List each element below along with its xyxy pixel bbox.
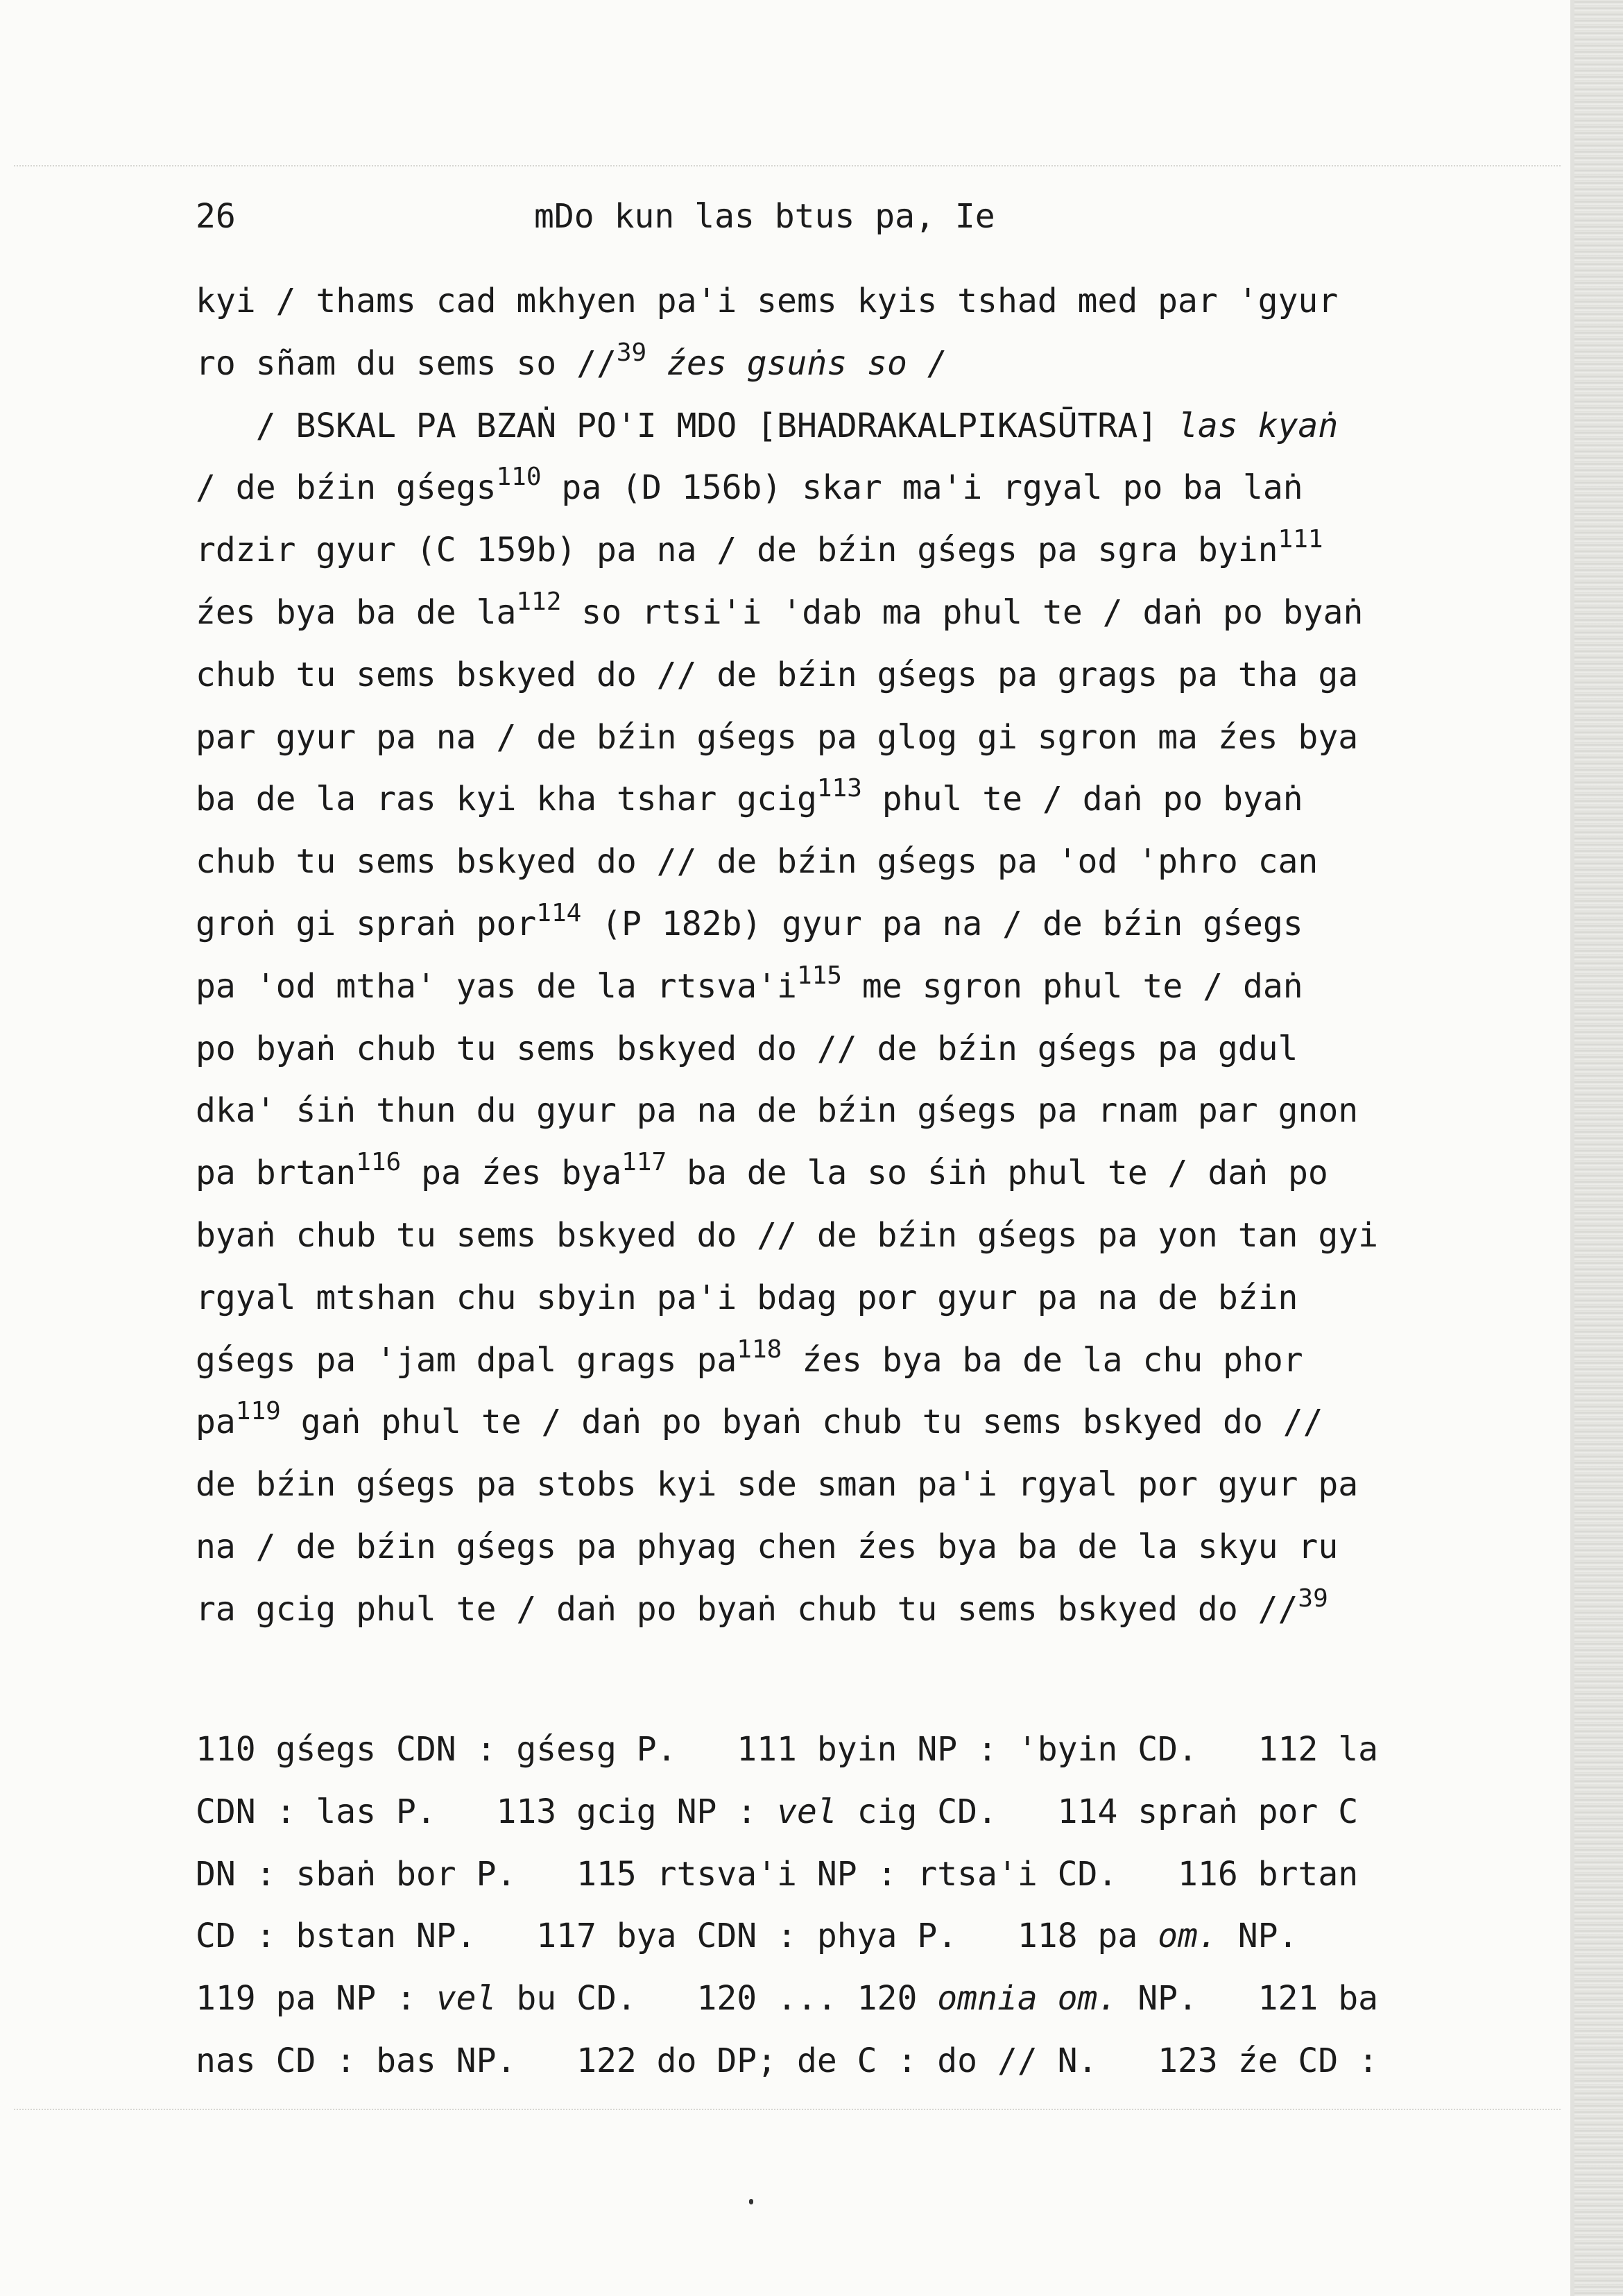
- scanned-page-edge: [1574, 0, 1623, 2296]
- text-line: ro sñam du sems so //$^{39}$ źes gsuṅs so /: [196, 338, 947, 383]
- ink-speck: [749, 2199, 753, 2204]
- text-line: ra gcig phul te / daṅ po byaṅ chub tu sems bskyed do //$^{39}$: [196, 1584, 1328, 1629]
- text-line: po byaṅ chub tu sems bskyed do // de bźin gśegs pa gdul: [196, 1029, 1298, 1068]
- text-line: chub tu sems bskyed do // de bźin gśegs pa 'od 'phro can: [196, 842, 1319, 882]
- text-line: / de bźin gśegs$^{110}$ pa (D 156b) skar ma'i rgyal po ba laṅ: [196, 463, 1303, 508]
- text-line: rdzir gyur (C 159b) pa na / de bźin gśegs pa sgra byin$^{111}$: [196, 525, 1323, 570]
- footnote-ref: 110: [496, 463, 542, 492]
- text-line: rgyal mtshan chu sbyin pa'i bdag por gyur pa na de bźin: [196, 1278, 1298, 1317]
- text-line: ba de la ras kyi kha tshar gcig$^{113}$ phul te / daṅ po byaṅ: [196, 774, 1303, 819]
- footnote-line: nas CD : bas NP. 122 do DP; de C : do // N. 123 źe CD :: [196, 2041, 1379, 2080]
- footnote-ref: 39: [1298, 1584, 1328, 1613]
- footnote-ref: 114: [536, 898, 582, 927]
- footnote-line: CD : bstan NP. 117 bya CDN : phya P. 118 pa om. NP.: [196, 1917, 1298, 1956]
- scan-dotted-line-top: [14, 165, 1561, 166]
- footnote-ref: 112: [516, 587, 562, 616]
- footnote-line: DN : sbaṅ bor P. 115 rtsva'i NP : rtsa'i CD. 116 brtan: [196, 1854, 1359, 1894]
- footnotes: [196, 1719, 1513, 2093]
- running-title: mDo kun las btus pa, Ie: [534, 197, 995, 236]
- footnote-ref: 118: [737, 1335, 782, 1364]
- text-line: / BSKAL PA BZAṄ PO'I MDO [BHADRAKALPIKASŪTRA] las kyaṅ: [196, 406, 1339, 445]
- text-line: groṅ gi spraṅ por$^{114}$ (P 182b) gyur pa na / de bźin gśegs: [196, 898, 1303, 943]
- scanned-page-shadow: [1570, 0, 1574, 2296]
- footnote-ref: 116: [356, 1148, 402, 1177]
- text-line: kyi / thams cad mkhyen pa'i sems kyis tshad med par 'gyur: [196, 282, 1339, 320]
- text-line: na / de bźin gśegs pa phyag chen źes bya ba de la skyu ru: [196, 1527, 1339, 1566]
- footnote-ref: 119: [235, 1397, 281, 1426]
- text-line: źes bya ba de $la^{112}$ so rtsi'i 'dab ma phul te / daṅ po byaṅ: [196, 587, 1364, 632]
- text-line: par gyur pa na / de bźin gśegs pa glog gi sgron ma źes bya: [196, 717, 1359, 757]
- footnote-ref: 115: [796, 961, 842, 990]
- text-line: pa brtan$^{116}$ pa źes bya$^{117}$ ba de la so śiṅ phul te / daṅ po: [196, 1148, 1328, 1193]
- scan-dotted-line-bottom: [14, 2109, 1561, 2110]
- footnote-ref: 117: [621, 1148, 667, 1177]
- text-line: pa 'od mtha' yas de la $rtsva'i^{115}$ me sgron phul te / daṅ: [196, 961, 1303, 1006]
- footnote-line: CDN : las P. 113 gcig NP : vel cig CD. 114 spraṅ por C: [196, 1792, 1359, 1831]
- footnote-ref: 39: [616, 338, 647, 367]
- text-line: gśegs pa 'jam dpal grags $pa^{118}$ źes bya ba de la chu phor: [196, 1335, 1303, 1380]
- page-number: 26: [196, 197, 236, 236]
- footnote-line: 119 pa NP : vel bu CD. 120 ... 120 omnia om. NP. 121 ba: [196, 1979, 1379, 2019]
- footnote-ref: 113: [816, 774, 862, 803]
- footnote-ref: 111: [1278, 525, 1323, 554]
- running-header: [196, 196, 1444, 237]
- footnote-line: 110 gśegs CDN : gśesg P. 111 byin NP : 'byin CD. 112 la: [196, 1730, 1379, 1769]
- text-line: byaṅ chub tu sems bskyed do // de bźin gśegs pa yon tan gyi: [196, 1215, 1379, 1255]
- text-line: de bźin gśegs pa stobs kyi sde sman pa'i rgyal por gyur pa: [196, 1465, 1359, 1505]
- main-text: [196, 271, 1513, 1641]
- text-line: $pa^{119}$ gaṅ phul te / daṅ po byaṅ chub tu sems bskyed do //: [196, 1397, 1323, 1442]
- text-line: chub tu sems bskyed do // de bźin gśegs pa grags pa tha ga: [196, 655, 1359, 694]
- text-line: dka' śiṅ thun du gyur pa na de bźin gśegs pa rnam par gnon: [196, 1091, 1359, 1131]
